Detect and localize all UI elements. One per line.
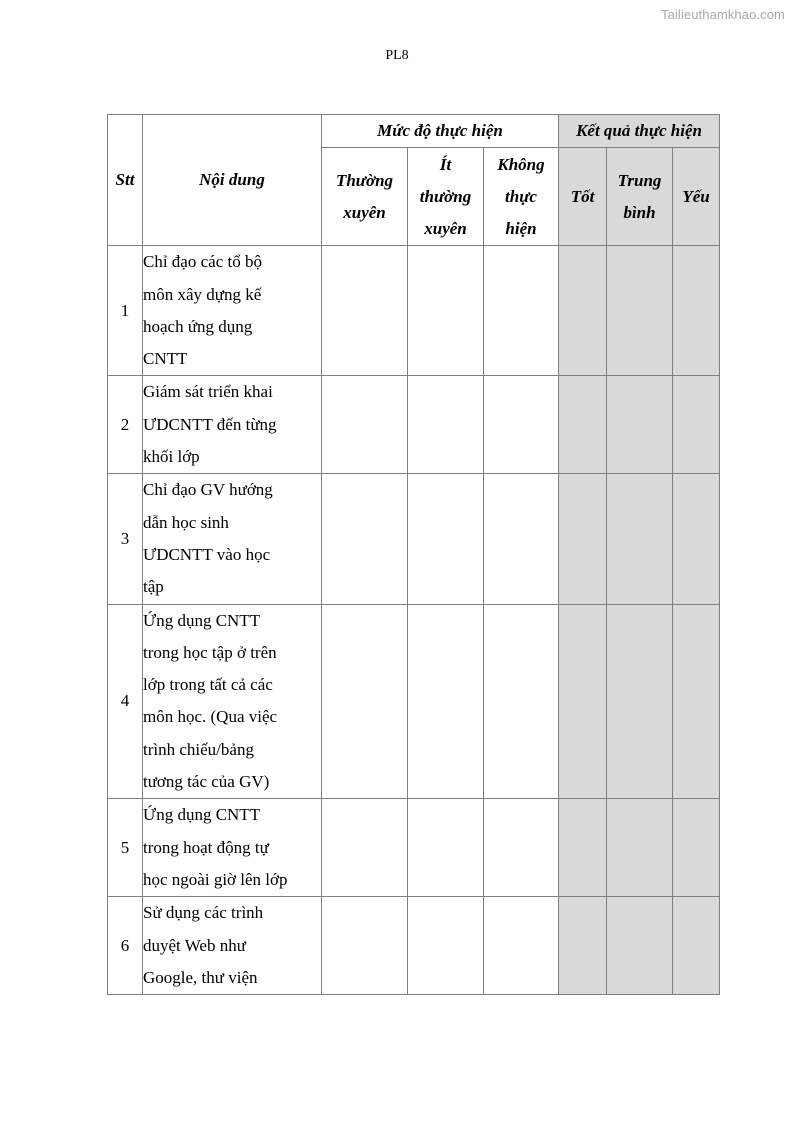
header-average: Trung bình	[607, 148, 673, 246]
header-rarely: Ít thường xuyên	[408, 148, 484, 246]
cell-not-done[interactable]	[484, 376, 559, 474]
cell-regularly[interactable]	[322, 246, 408, 376]
cell-good[interactable]	[559, 246, 607, 376]
cell-rarely[interactable]	[408, 799, 484, 897]
row-content: Ứng dụng CNTT trong hoạt động tự học ngoài giờ lên lớp	[143, 799, 322, 897]
cell-weak[interactable]	[673, 799, 720, 897]
header-row-top	[108, 115, 720, 148]
cell-average[interactable]	[607, 474, 673, 604]
table-row	[108, 474, 720, 604]
cell-rarely[interactable]	[408, 246, 484, 376]
row-number: 1	[108, 246, 143, 376]
cell-rarely[interactable]	[408, 604, 484, 799]
table-row	[108, 376, 720, 474]
watermark: Tailieuthamkhao.com	[660, 7, 785, 22]
cell-average[interactable]	[607, 799, 673, 897]
row-content: Giám sát triển khai ƯDCNTT đến từng khối lớp	[143, 376, 322, 474]
cell-good[interactable]	[559, 799, 607, 897]
cell-good[interactable]	[559, 604, 607, 799]
cell-average[interactable]	[607, 604, 673, 799]
table-row	[108, 799, 720, 897]
cell-regularly[interactable]	[322, 376, 408, 474]
cell-not-done[interactable]	[484, 897, 559, 995]
cell-not-done[interactable]	[484, 604, 559, 799]
cell-weak[interactable]	[673, 246, 720, 376]
table-row	[108, 897, 720, 995]
header-level-group: Mức độ thực hiện	[322, 115, 559, 148]
row-number: 6	[108, 897, 143, 995]
cell-not-done[interactable]	[484, 246, 559, 376]
cell-weak[interactable]	[673, 376, 720, 474]
cell-average[interactable]	[607, 246, 673, 376]
cell-not-done[interactable]	[484, 474, 559, 604]
cell-regularly[interactable]	[322, 897, 408, 995]
cell-weak[interactable]	[673, 897, 720, 995]
row-number: 3	[108, 474, 143, 604]
header-good: Tốt	[559, 148, 607, 246]
cell-weak[interactable]	[673, 474, 720, 604]
row-content: Chỉ đạo GV hướng dẫn học sinh ƯDCNTT vào học tập	[143, 474, 322, 604]
row-content: Ứng dụng CNTT trong học tập ở trên lớp trong tất cả các môn học. (Qua việc trình chiếu/bảng tương tác của GV)	[143, 604, 322, 799]
row-number: 2	[108, 376, 143, 474]
header-regularly: Thường xuyên	[322, 148, 408, 246]
header-stt: Stt	[108, 115, 143, 246]
cell-good[interactable]	[559, 897, 607, 995]
page-number: PL8	[385, 48, 409, 63]
cell-rarely[interactable]	[408, 474, 484, 604]
cell-regularly[interactable]	[322, 604, 408, 799]
cell-rarely[interactable]	[408, 376, 484, 474]
header-content: Nội dung	[143, 115, 322, 246]
row-content: Chỉ đạo các tổ bộ môn xây dựng kế hoạch ứng dụng CNTT	[143, 246, 322, 376]
cell-average[interactable]	[607, 897, 673, 995]
table-row	[108, 246, 720, 376]
cell-not-done[interactable]	[484, 799, 559, 897]
cell-good[interactable]	[559, 474, 607, 604]
row-content: Sử dụng các trình duyệt Web như Google, thư viện	[143, 897, 322, 995]
survey-table	[107, 114, 720, 995]
cell-average[interactable]	[607, 376, 673, 474]
table-row	[108, 604, 720, 799]
header-result-group: Kết quả thực hiện	[559, 115, 720, 148]
header-weak: Yếu	[673, 148, 720, 246]
header-not-done: Không thực hiện	[484, 148, 559, 246]
cell-weak[interactable]	[673, 604, 720, 799]
cell-good[interactable]	[559, 376, 607, 474]
cell-regularly[interactable]	[322, 474, 408, 604]
cell-rarely[interactable]	[408, 897, 484, 995]
cell-regularly[interactable]	[322, 799, 408, 897]
row-number: 4	[108, 604, 143, 799]
row-number: 5	[108, 799, 143, 897]
